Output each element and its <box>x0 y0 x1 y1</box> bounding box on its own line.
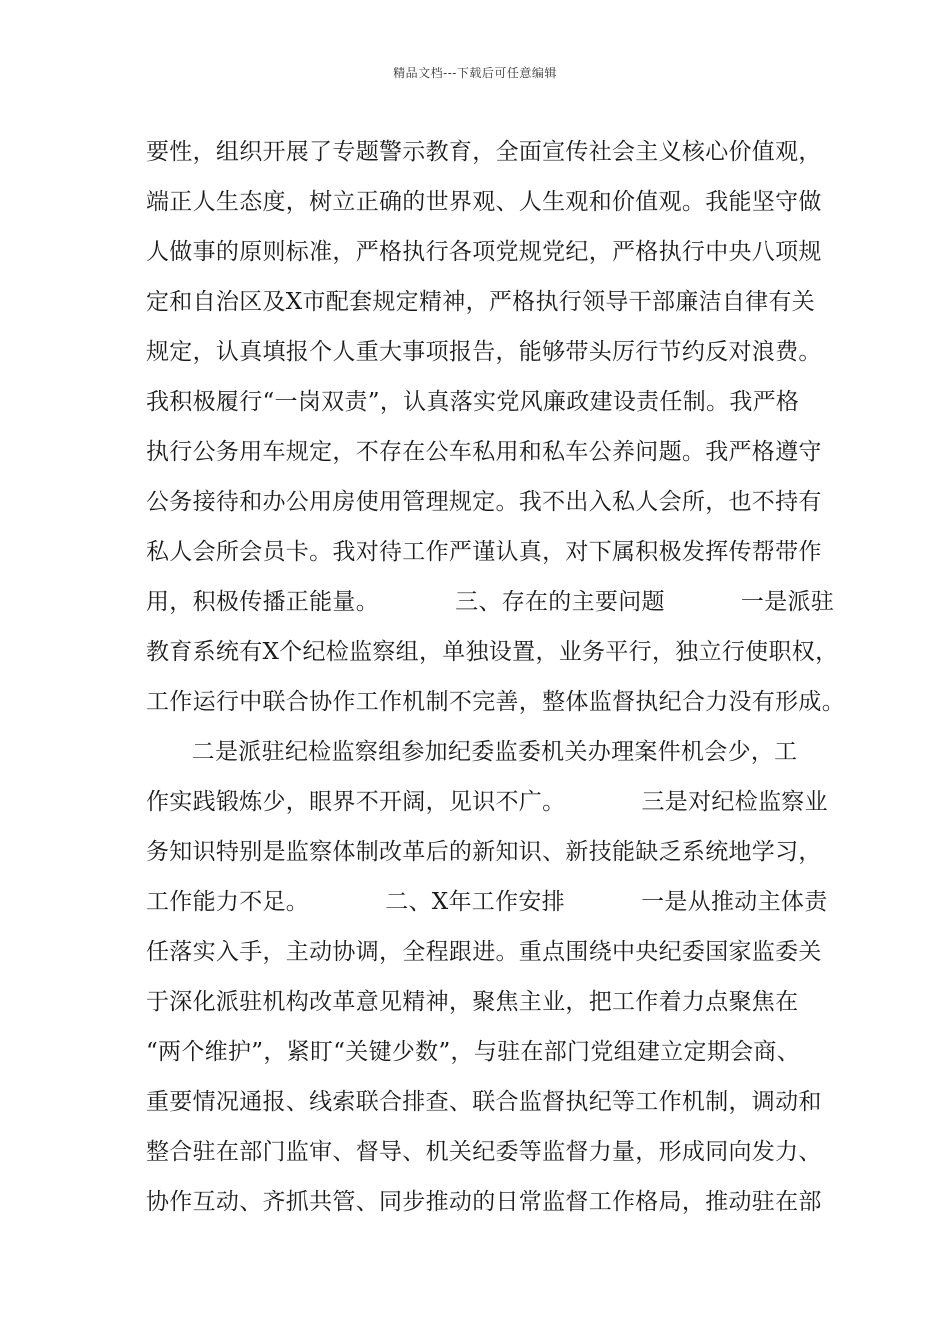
text-line: 公务接待和办公用房使用管理规定。我不出入私人会所，也不持有 <box>146 489 822 515</box>
text-line: 重要情况通报、线索联合排查、联合监督执纪等工作机制，调动和 <box>146 1089 822 1115</box>
text-line: 端正人生态度，树立正确的世界观、人生观和价值观。我能坚守做 <box>146 189 822 215</box>
text-line: 于深化派驻机构改革意见精神，聚焦主业，把工作着力点聚焦在 <box>146 989 799 1015</box>
text-line: 定和自治区及X市配套规定精神，严格执行领导干部廉洁自律有关 <box>146 289 816 315</box>
text-line: 要性，组织开展了专题警示教育，全面宣传社会主义核心价值观， <box>146 139 822 165</box>
text-line: 二是派驻纪检监察组参加纪委监委机关办理案件机会少，工 <box>146 739 798 765</box>
text-line: 我积极履行“一岗双责”，认真落实党风廉政建设责任制。我严格 <box>146 389 800 415</box>
text-line: 用，积极传播正能量。 三、存在的主要问题 一是派驻 <box>146 589 835 615</box>
text-line: 整合驻在部门监审、督导、机关纪委等监督力量，形成同向发力、 <box>146 1139 822 1165</box>
text-line: 协作互动、齐抓共管、同步推动的日常监督工作格局，推动驻在部 <box>146 1189 822 1215</box>
document-body <box>146 127 845 1227</box>
text-line: 教育系统有X个纪检监察组，单独设置，业务平行，独立行使职权， <box>146 639 839 665</box>
text-line: 执行公务用车规定，不存在公车私用和私车公养问题。我严格遵守 <box>146 439 822 465</box>
text-line: 务知识特别是监察体制改革后的新知识、新技能缺乏系统地学习， <box>146 839 822 865</box>
text-line: 任落实入手，主动协调，全程跟进。重点围绕中央纪委国家监委关 <box>146 939 822 965</box>
text-line: 人做事的原则标准，严格执行各项党规党纪，严格执行中央八项规 <box>146 239 822 265</box>
text-line: 工作运行中联合协作工作机制不完善，整体监督执纪合力没有形成。 <box>146 689 845 715</box>
text-line: “两个维护”，紧盯“关键少数”，与驻在部门党组建立定期会商、 <box>146 1039 801 1065</box>
text-line: 私人会所会员卡。我对待工作严谨认真，对下属积极发挥传帮带作 <box>146 539 822 565</box>
page-header: 精品文档---下载后可任意编辑 <box>393 66 557 80</box>
text-line: 规定，认真填报个人重大事项报告，能够带头厉行节约反对浪费。 <box>146 339 822 365</box>
text-line: 工作能力不足。 二、X年工作安排 一是从推动主体责 <box>146 889 828 915</box>
text-line: 作实践锻炼少，眼界不开阔，见识不广。 三是对纪检监察业 <box>146 789 828 815</box>
